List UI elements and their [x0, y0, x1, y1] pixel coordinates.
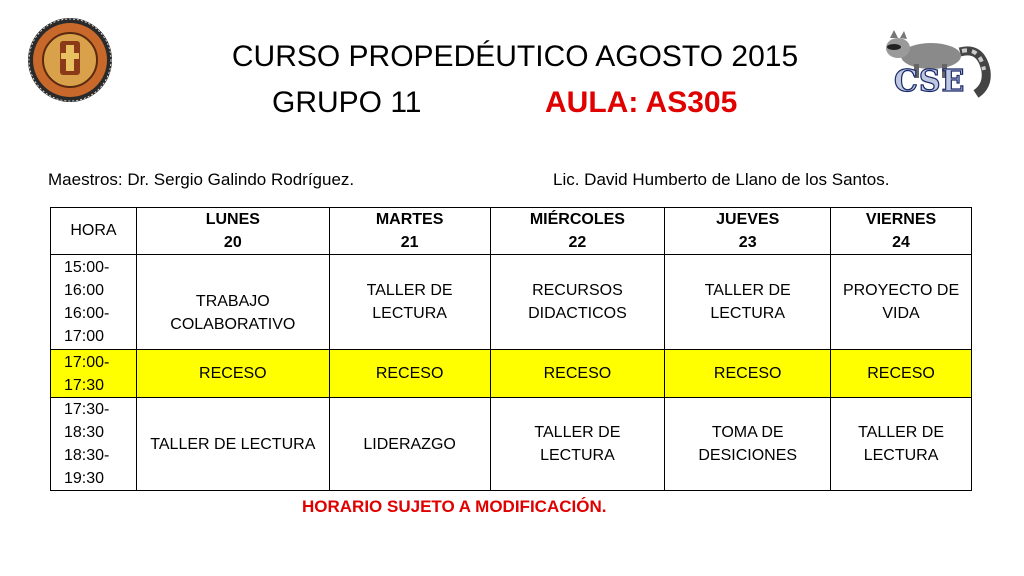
day-date: 20 — [223, 234, 242, 251]
cse-logo-text: CSE — [894, 64, 966, 99]
group-label: GRUPO 11 — [272, 86, 422, 119]
day-date: 22 — [568, 234, 587, 251]
activity-text: TRABAJO — [195, 293, 270, 310]
time-text: 16:00- — [64, 305, 110, 322]
day-date: 24 — [892, 234, 910, 251]
activity-cell — [665, 255, 831, 350]
activity-cell — [136, 398, 329, 491]
time-text: 16:00 — [64, 282, 105, 299]
activity-text: LECTURA — [540, 447, 615, 464]
activity-cell — [831, 255, 972, 350]
activity-cell — [136, 255, 329, 350]
activity-text: TOMA DE — [711, 424, 784, 441]
day-name: JUEVES — [716, 211, 780, 228]
day-header — [329, 208, 490, 255]
activity-text: TALLER DE — [858, 424, 945, 441]
activity-text: VIDA — [882, 305, 920, 322]
activity-cell — [490, 398, 665, 491]
activity-text: TALLER DE LECTURA — [150, 435, 316, 453]
activity-cell — [665, 398, 831, 491]
day-date: 23 — [738, 234, 757, 251]
time-text: 18:30- — [64, 447, 110, 464]
time-cell — [51, 350, 137, 398]
table-row — [51, 398, 972, 491]
time-text: 15:00- — [64, 259, 110, 276]
activity-cell — [329, 255, 490, 350]
day-header — [831, 208, 972, 255]
activity-text: RECURSOS — [532, 282, 623, 299]
schedule-table — [50, 207, 972, 491]
time-text: 17:30- — [64, 401, 110, 418]
activity-text: LIDERAZGO — [363, 435, 456, 453]
footer-note: HORARIO SUJETO A MODIFICACIÓN. — [302, 497, 607, 516]
activity-cell: RECESO — [665, 350, 831, 398]
aula-label: AULA: AS305 — [545, 86, 738, 119]
university-seal-icon — [27, 17, 113, 103]
activity-cell: RECESO — [831, 350, 972, 398]
activity-text: LECTURA — [710, 305, 786, 322]
table-row — [51, 255, 972, 350]
activity-cell — [490, 255, 665, 350]
activity-text: PROYECTO DE — [842, 282, 960, 299]
day-name: LUNES — [205, 211, 260, 228]
activity-text: DESICIONES — [698, 447, 798, 464]
day-header — [665, 208, 831, 255]
table-row-recess — [51, 350, 972, 398]
day-header — [490, 208, 665, 255]
time-text: 19:30 — [64, 470, 105, 487]
table-header-row — [51, 208, 972, 255]
time-cell — [51, 398, 137, 491]
time-text: 17:00- — [64, 353, 110, 371]
day-date: 21 — [400, 234, 419, 251]
time-text: 17:00 — [64, 328, 105, 345]
activity-cell: RECESO — [136, 350, 329, 398]
activity-text: COLABORATIVO — [170, 316, 296, 333]
activity-cell: RECESO — [329, 350, 490, 398]
teachers-right: Lic. David Humberto de Llano de los Santos. — [553, 170, 890, 189]
activity-text: TALLER DE — [704, 282, 791, 299]
activity-cell — [831, 398, 972, 491]
time-text: 17:30 — [64, 376, 105, 394]
day-name: VIERNES — [865, 211, 937, 228]
hour-header: HORA — [51, 208, 137, 255]
teachers-left: Maestros: Dr. Sergio Galindo Rodríguez. — [48, 170, 355, 189]
activity-text: LECTURA — [372, 305, 447, 322]
activity-text: LECTURA — [863, 447, 939, 464]
day-name: MARTES — [375, 211, 444, 228]
time-cell — [51, 255, 137, 350]
activity-cell: RECESO — [490, 350, 665, 398]
time-text: 18:30 — [64, 424, 105, 441]
page-title: CURSO PROPEDÉUTICO AGOSTO 2015 — [231, 40, 799, 73]
activity-text: DIDACTICOS — [528, 305, 627, 322]
activity-text: TALLER DE — [366, 282, 453, 299]
activity-text: TALLER DE — [534, 424, 621, 441]
day-header — [136, 208, 329, 255]
day-name: MIÉRCOLES — [529, 211, 625, 228]
activity-cell — [329, 398, 490, 491]
